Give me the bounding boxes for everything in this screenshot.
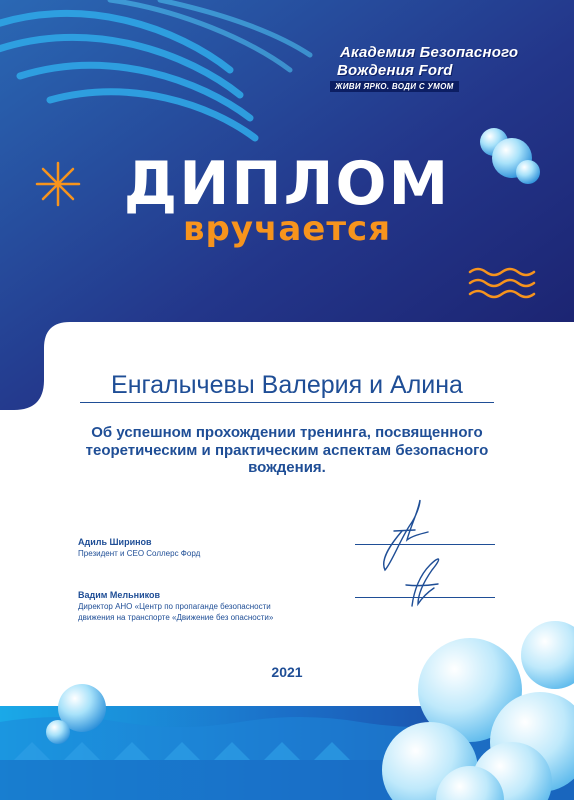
diploma-title: ДИПЛОМ [123,149,451,219]
signatory-2-title-line1: Директор АНО «Центр по пропаганде безопасности [78,602,271,611]
signature-line-1 [355,544,495,545]
logo-tagline: ЖИВИ ЯРКО. ВОДИ С УМОМ [330,81,459,92]
signature-2 [406,559,439,606]
diploma-subtitle: вручается [182,209,392,249]
signatory-1-name: Адиль Ширинов [78,537,152,547]
signatory-2-title-line2: движения на транспорте «Движение без опасности» [78,613,274,622]
signatory-1-title: Президент и CEO Соллерс Форд [78,549,201,558]
recipient-name: Енгалычевы Валерия и Алина [111,371,463,399]
award-reason: Об успешном прохождении тренинга, посвященного теоретическим и практическим аспектам безопасного вождения. [85,424,489,476]
logo-text-line2: Вождения Ford [337,62,453,79]
signature-line-2 [355,597,495,598]
signature-1 [384,500,428,570]
signatory-2-name: Вадим Мельников [78,590,161,600]
diploma-year: 2021 [271,664,303,680]
recipient-underline [80,402,494,403]
logo-text-line1: Академия Безопасного [340,44,519,61]
